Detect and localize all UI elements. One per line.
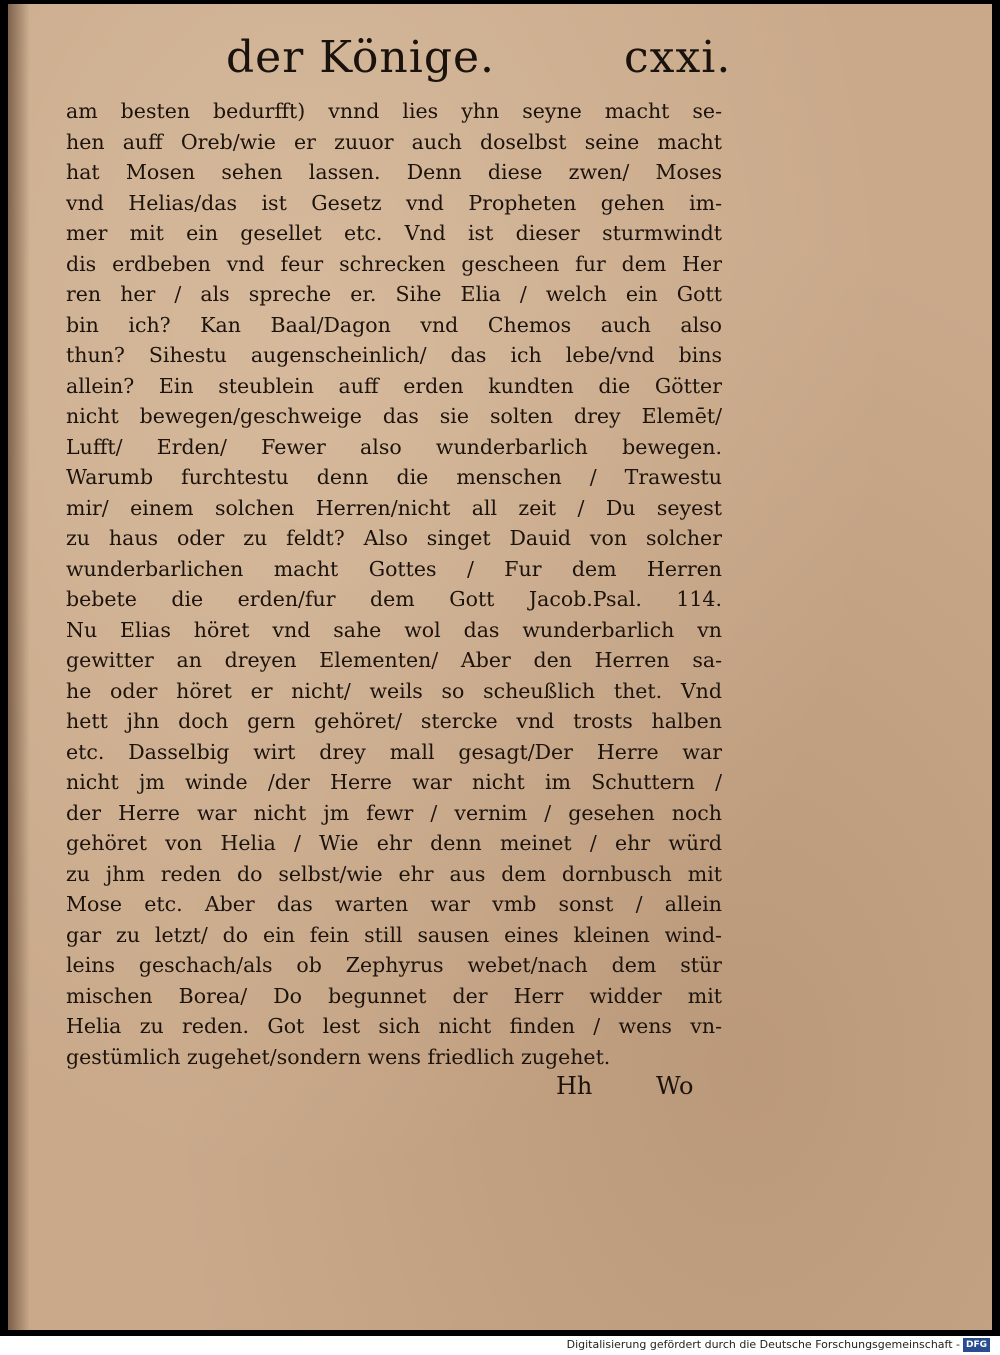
text-line: ren her / als spreche er. Sihe Elia / welch ein Gott [66,282,722,306]
text-line: gehöret von Helia / Wie ehr denn meinet / ehr würd [66,831,722,855]
catchword: Wo [656,1072,694,1100]
text-line: mischen Borea/ Do begunnet der Herr widder mit [66,983,722,1008]
text-line: thun? Sihestu augenscheinlich/ das ich lebe/vnd bins [66,343,722,367]
text-line: zu haus oder zu feldt? Also singet Dauid von solcher [66,526,722,550]
text-line: bebete die erden/fur dem Gott Jacob.Psal. 114. [66,587,722,611]
text-line: Lufft/ Erden/ Fewer also wunderbarlich bewegen. [66,434,722,459]
text-line: am besten bedurfft) vnnd lies yhn seyne macht se- [66,99,722,123]
text-line: nicht jm winde /der Herre war nicht im Schuttern / [66,770,722,794]
text-line: vnd Helias/das ist Gesetz vnd Propheten gehen im- [66,190,722,215]
text-line: gewitter an dreyen Elementen/ Aber den Herren sa- [66,648,722,672]
dfg-logo: DFG [963,1338,990,1352]
text-line: mer mit ein gesellet etc. Vnd ist dieser sturmwindt [66,221,722,245]
text-line: nicht bewegen/geschweige das sie solten drey Elemēt/ [66,404,722,428]
text-block [66,96,722,1072]
text-line: Helia zu reden. Got lest sich nicht finden / wens vn- [66,1014,722,1038]
text-line: zu jhm reden do selbst/wie ehr aus dem dornbusch mit [66,861,722,886]
text-line: der Herre war nicht jm fewr / vernim / gesehen noch [66,800,722,825]
funding-credit: Digitalisierung gefördert durch die Deutsche Forschungsgemeinschaft - [566,1338,960,1351]
text-line: dis erdbeben vnd feur schrecken gescheen fur dem Her [66,251,722,276]
text-line: wunderbarlichen macht Gottes / Fur dem Herren [66,556,722,581]
text-line: Warumb furchtestu denn die menschen / Trawestu [66,465,722,489]
text-line: leins geschach/als ob Zephyrus webet/nach dem stür [66,953,722,977]
text-line: he oder höret er nicht/ weils so scheußlich thet. Vnd [66,678,722,703]
footer-bar [0,1336,1000,1355]
gutter-shadow [8,4,30,1330]
text-line: gestümlich zugehet/sondern wens friedlich zugehet. [66,1044,611,1069]
text-line: Mose etc. Aber das warten war vmb sonst / allein [66,892,722,916]
text-line: Nu Elias höret vnd sahe wol das wunderbarlich vn [66,617,722,642]
signature-mark: Hh [556,1072,593,1100]
book-page [8,4,992,1330]
text-line: hen auff Oreb/wie er zuuor auch doselbst seine macht [66,129,722,154]
text-line: etc. Dasselbig wirt drey mall gesagt/Der Herre war [66,739,722,764]
text-line: hat Mosen sehen lassen. Denn diese zwen/ Moses [66,160,722,184]
text-line: gar zu letzt/ do ein fein still sausen eines kleinen wind- [66,922,722,947]
text-line: allein? Ein steublein auff erden kundten die Götter [66,373,722,398]
folio-number: cxxi. [624,32,732,83]
text-line: bin ich? Kan Baal/Dagon vnd Chemos auch also [66,312,722,337]
text-line: hett jhn doch gern gehöret/ stercke vnd trosts halben [66,709,722,733]
text-line: mir/ einem solchen Herren/nicht all zeit / Du seyest [66,495,722,520]
running-head: der Könige. [226,32,496,83]
